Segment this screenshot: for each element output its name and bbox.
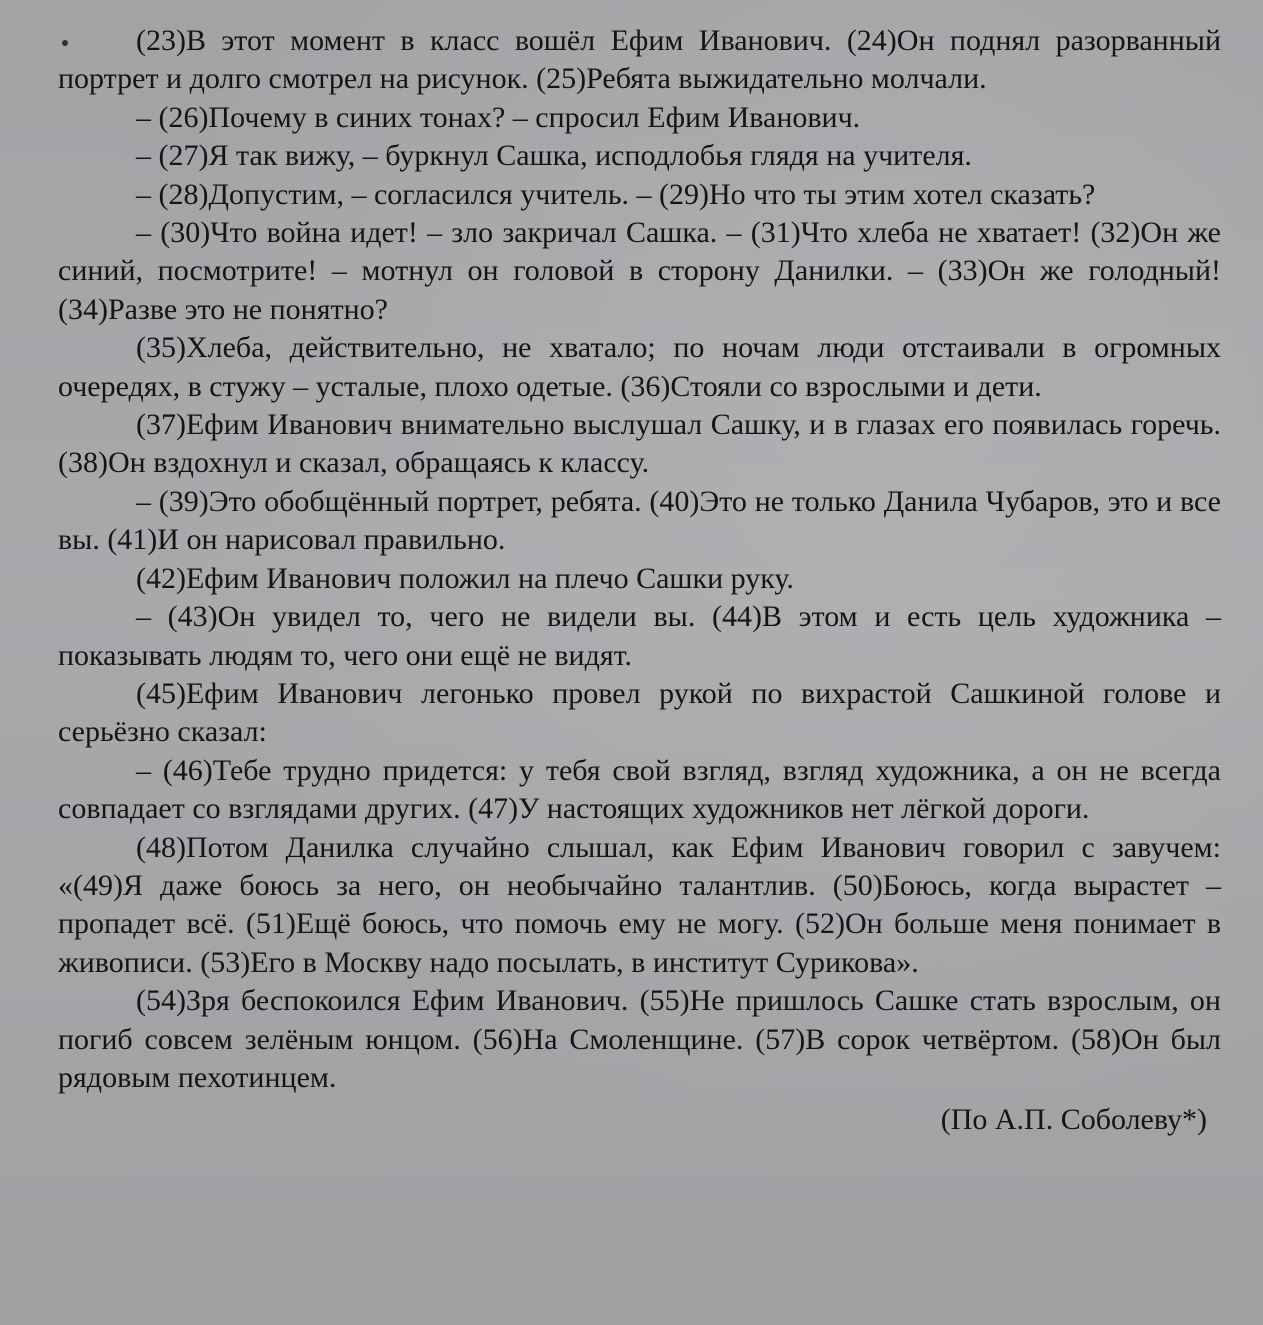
paragraph-28: – (28)Допустим, – согласился учитель. – (29)Но что ты этим хотел сказать?	[136, 177, 1096, 211]
paragraph-37: (37)Ефим Иванович внимательно выслушал Сашку, и в глазах его появилась горечь. (38)Он вздохнул и сказал, обращаясь к классу.	[58, 408, 1221, 480]
paragraph-26: – (26)Почему в синих тонах? – спросил Ефим Иванович.	[136, 100, 861, 134]
author-attribution: (По А.П. Соболеву*)	[940, 1103, 1207, 1137]
paragraph-42: (42)Ефим Иванович положил на плечо Сашки руку.	[136, 561, 794, 595]
paragraph-39: – (39)Это обобщённый портрет, ребята. (40)Это не только Данила Чубаров, это и все вы. (41)И он нарисовал правильно.	[58, 484, 1221, 557]
paragraph-46: – (46)Тебе трудно придется: у тебя свой взгляд, взгляд художника, а он не всегда совпадает со взглядами других. (47)У настоящих художников нет лёгкой дороги.	[58, 753, 1221, 826]
paragraph-23: (23)В этот момент в класс вошёл Ефим Иванович. (24)Он поднял разорванный портрет и долго смотрел на рисунок. (25)Ребята выжидательно молчали.	[58, 24, 1221, 96]
paragraph-27: – (27)Я так вижу, – буркнул Сашка, исподлобья глядя на учителя.	[136, 139, 972, 173]
paragraph-45: (45)Ефим Иванович легонько провел рукой по вихрастой Сашкиной голове и серьёзно сказал:	[58, 676, 1221, 749]
paragraph-54: (54)Зря беспокоился Ефим Иванович. (55)Не пришлось Сашке стать взрослым, он погиб совсем зелёным юнцом. (56)На Смоленщине. (57)В сорок четвёртом. (58)Он был рядовым пехотинцем.	[58, 984, 1221, 1094]
paragraph-48: (48)Потом Данилка случайно слышал, как Ефим Иванович говорил с завучем: «(49)Я даже боюсь за него, он необычайно талантлив. (50)Боюсь, когда вырастет – пропадет всё. (51)Ещё боюсь, что помочь ему не могу. (52)Он больше меня понимает в живописи. (53)Его в Москву надо посылать, в институт Сурикова».	[58, 830, 1221, 979]
paragraph-43: – (43)Он увидел то, чего не видели вы. (44)В этом и есть цель художника – показывать людям то, чего они ещё не видят.	[58, 600, 1221, 672]
paragraph-35: (35)Хлеба, действительно, не хватало; по ночам люди отстаивали в огромных очередях, в стужу – усталые, плохо одетые. (36)Стояли со взрослыми и дети.	[58, 331, 1221, 403]
paragraph-30: – (30)Что война идет! – зло закричал Сашка. – (31)Что хлеба не хватает! (32)Он же синий, посмотрите! – мотнул он головой в сторону Данилки. – (33)Он же голодный! (34)Разве это не понятно?	[58, 216, 1221, 326]
ink-dot	[62, 40, 68, 46]
